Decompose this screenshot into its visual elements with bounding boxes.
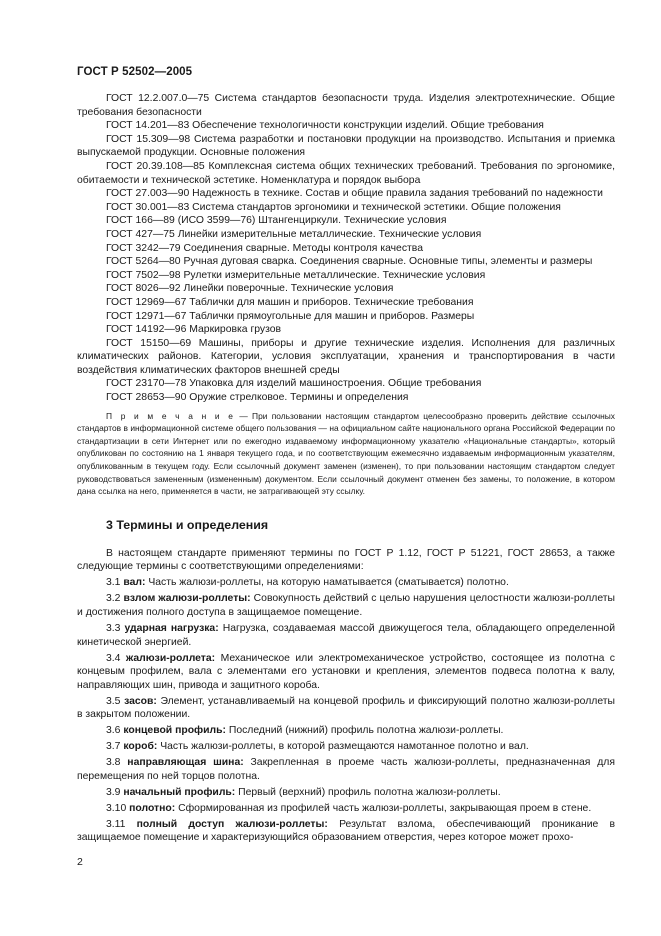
term-item xyxy=(77,818,615,845)
note-paragraph xyxy=(77,410,615,498)
term-definition: Результат взлома, обеспечивающий проникание в защищаемое помещение и характеризующийся образованием отверстия, через которое может прохо- xyxy=(77,818,616,844)
term-number: 3.8 xyxy=(106,757,121,769)
term-definition: Часть жалюзи-роллеты, в которой размещаются намотанное полотно и вал. xyxy=(160,741,529,753)
reference-item: ГОСТ 12969—67 Таблички для машин и приборов. Технические требования xyxy=(106,296,474,308)
term-name: ударная нагрузка: xyxy=(124,622,219,634)
term-number: 3.1 xyxy=(106,577,121,589)
term-item xyxy=(77,652,615,693)
term-name: полный доступ жалюзи-роллеты: xyxy=(136,818,328,830)
term-number: 3.6 xyxy=(106,725,121,737)
term-number: 3.3 xyxy=(106,622,121,634)
reference-item: ГОСТ 28653—90 Оружие стрелковое. Термины и определения xyxy=(106,392,409,404)
reference-item: ГОСТ 3242—79 Соединения сварные. Методы контроля качества xyxy=(106,242,423,254)
term-definition: Совокупность действий с целью нарушения целостности жалюзи-роллеты и достижения полного доступа в защищаемое помещение. xyxy=(77,593,615,618)
term-definition: Механическое или электромеханическое устройство, состоящее из полотна с концевым профилем, вала с элементами его установки и крепления, элементов подвеса полотна к валу, направляющих шин, привода и защитного короба. xyxy=(77,652,615,691)
note-label: П р и м е ч а н и е xyxy=(106,410,236,421)
reference-item: ГОСТ 14.201—83 Обеспечение технологичности конструкции изделий. Общие требования xyxy=(106,120,544,132)
term-name: полотно: xyxy=(129,802,176,814)
reference-item: ГОСТ 8026—92 Линейки поверочные. Технические условия xyxy=(106,283,394,295)
reference-item: ГОСТ 5264—80 Ручная дуговая сварка. Соединения сварные. Основные типы, элементы и размеры xyxy=(106,256,593,268)
note-text: — При пользовании настоящим стандартом целесообразно проверить действие ссылочных стандартов в информационной системе общего пользования — на официальном сайте национального органа Российской Федерации по стандартизации в сети Интернет или по ежегодно издаваемому информационному указателю «Национальные стандарты», который опубликован по состоянию на 1 января текущего года, и по соответствующим ежемесячно издаваемым информационным указателям, опубликованным в текущем году. Если ссылочный документ заменен (изменен), то при пользовании настоящим стандартом следует руководствоваться замененным (измененным) документом. Если ссылочный документ отменен без замены, то положение, в котором дана ссылка на него, применяется в части, не затрагивающей эту ссылку. xyxy=(77,410,615,497)
term-name: взлом жалюзи-роллеты: xyxy=(123,593,251,605)
section-title: 3 Термины и определения xyxy=(106,517,269,532)
term-name: направляющая шина: xyxy=(127,757,244,769)
reference-item: ГОСТ 14192—96 Маркировка грузов xyxy=(106,324,282,336)
term-item xyxy=(77,802,615,816)
term-number: 3.9 xyxy=(106,786,121,798)
reference-item: ГОСТ 30.001—83 Система стандартов эргономики и технической эстетики. Общие положения xyxy=(106,201,561,213)
reference-item: ГОСТ 12971—67 Таблички прямоугольные для машин и приборов. Размеры xyxy=(106,310,475,322)
page-number: 2 xyxy=(77,856,83,868)
reference-item: ГОСТ 27.003—90 Надежность в технике. Состав и общие правила задания требований по надежности xyxy=(106,188,603,200)
document-body xyxy=(77,92,615,845)
term-item xyxy=(77,786,615,800)
term-number: 3.2 xyxy=(106,593,121,605)
reference-item: ГОСТ 15150—69 Машины, приборы и другие технические изделия. Исполнения для различных климатических районов. Категории, условия эксплуатации, хранения и транспортирования в части воздействия климатических факторов внешней среды xyxy=(77,337,615,376)
term-definition: Закрепленная в проеме часть жалюзи-роллеты, предназначенная для перемещения по ней торцов полотна. xyxy=(77,757,615,782)
term-item xyxy=(77,740,615,754)
reference-item: ГОСТ 20.39.108—85 Комплексная система общих технических требований. Требования по эргономике, обитаемости и технической эстетике. Номенклатура и порядок выбора xyxy=(77,160,615,186)
term-definition: Часть жалюзи-роллеты, на которую наматывается (сматывается) полотно. xyxy=(148,577,509,589)
term-name: вал: xyxy=(123,577,146,589)
term-name: начальный профиль: xyxy=(123,786,236,798)
term-definition: Первый (верхний) профиль полотна жалюзи-роллеты. xyxy=(238,786,501,798)
term-number: 3.4 xyxy=(106,652,121,664)
term-name: жалюзи-роллета: xyxy=(125,652,216,664)
reference-item: ГОСТ 166—89 (ИСО 3599—76) Штангенциркули. Технические условия xyxy=(106,215,447,227)
term-item xyxy=(77,756,615,783)
term-number: 3.11 xyxy=(106,818,126,830)
term-item xyxy=(77,592,615,619)
page-header: ГОСТ Р 52502—2005 xyxy=(77,66,193,78)
term-name: концевой профиль: xyxy=(123,725,226,737)
term-item xyxy=(77,695,615,722)
term-definition: Элемент, устанавливаемый на концевой профиль и фиксирующий полотно жалюзи-роллеты в закрытом положении. xyxy=(77,695,615,721)
reference-item: ГОСТ 15.309—98 Система разработки и постановки продукции на производство. Испытания и приемка выпускаемой продукции. Основные положения xyxy=(77,133,615,159)
term-number: 3.7 xyxy=(106,741,121,753)
term-definition: Последний (нижний) профиль полотна жалюзи-роллеты. xyxy=(228,725,504,737)
reference-item: ГОСТ 427—75 Линейки измерительные металлические. Технические условия xyxy=(106,228,482,240)
term-definition: Нагрузка, создаваемая массой движущегося тела, обладающего определенной кинетической энергией. xyxy=(77,622,616,648)
term-item xyxy=(77,622,615,649)
reference-item: ГОСТ 7502—98 Рулетки измерительные металлические. Технические условия xyxy=(106,269,486,281)
term-name: короб: xyxy=(123,741,158,753)
reference-item: ГОСТ 23170—78 Упаковка для изделий машиностроения. Общие требования xyxy=(106,378,482,390)
reference-list xyxy=(77,92,615,405)
term-number: 3.5 xyxy=(106,695,121,707)
reference-item: ГОСТ 12.2.007.0—75 Система стандартов безопасности труда. Изделия электротехнические. Общие требования безопасности xyxy=(77,93,615,118)
term-item xyxy=(77,724,615,738)
term-item xyxy=(77,576,615,590)
term-definition: Сформированная из профилей часть жалюзи-роллеты, закрывающая проем в стене. xyxy=(178,802,592,814)
term-number: 3.10 xyxy=(106,802,127,814)
terms-list xyxy=(77,576,615,845)
intro-paragraph: В настоящем стандарте применяют термины по ГОСТ Р 1.12, ГОСТ Р 51221, ГОСТ 28653, а также следующие термины с соответствующими определениями: xyxy=(77,547,615,573)
term-name: засов: xyxy=(124,695,157,707)
